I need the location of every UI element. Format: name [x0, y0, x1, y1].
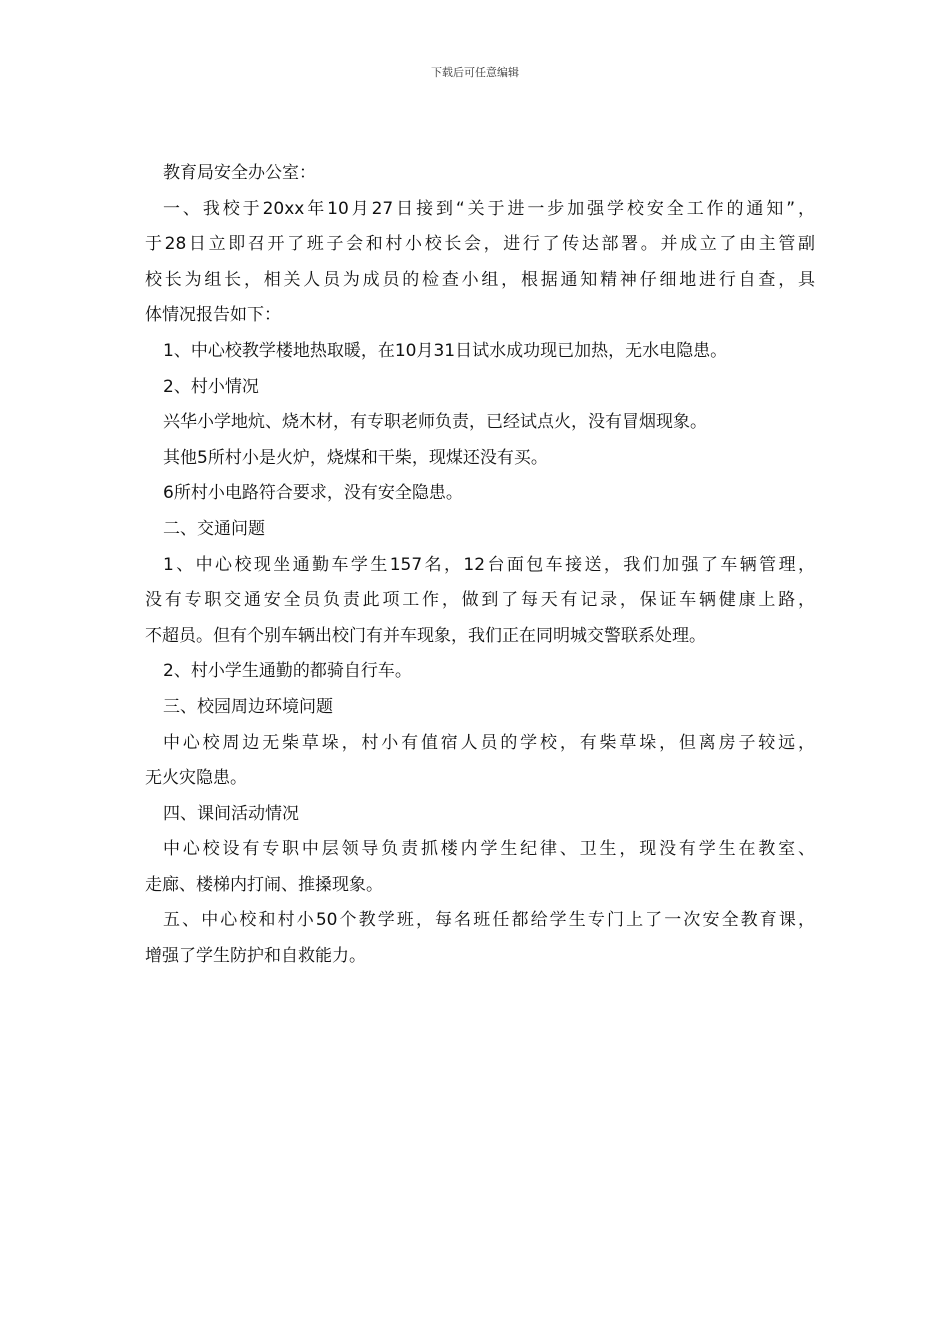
- section-heading: 三、校园周边环境问题: [163, 696, 333, 717]
- paragraph-line: 2、村小学生通勤的都骑自行车。: [163, 661, 412, 682]
- paragraph-line: 增强了学生防护和自救能力。: [145, 946, 366, 967]
- paragraph-line: 不超员。但有个别车辆出校门有并车现象，我们正在同明城交警联系处理。: [145, 625, 706, 646]
- paragraph-line: 中心校周边无柴草垛，村小有值宿人员的学校，有柴草垛，但离房子较远，: [163, 732, 815, 753]
- section-heading: 四、课间活动情况: [163, 803, 299, 824]
- page-header-note: 下载后可任意编辑: [431, 66, 519, 79]
- paragraph-line: 无火灾隐患。: [145, 768, 247, 789]
- salutation: 教育局安全办公室：: [163, 163, 316, 183]
- document-body: [145, 156, 815, 975]
- paragraph-line: 校长为组长，相关人员为成员的检查小组，根据通知精神仔细地进行自查，具: [145, 269, 815, 290]
- paragraph-line: 一、我校于20xx年10月27日接到“关于进一步加强学校安全工作的通知”，: [163, 198, 815, 219]
- paragraph-line: 五、中心校和村小50个教学班，每名班任都给学生专门上了一次安全教育课，: [163, 910, 815, 931]
- section-heading: 2、村小情况: [163, 376, 259, 397]
- paragraph-line: 走廊、楼梯内打闹、推搡现象。: [145, 874, 383, 895]
- paragraph-line: 中心校设有专职中层领导负责抓楼内学生纪律、卫生，现没有学生在教室、: [163, 839, 815, 860]
- paragraph-line: 兴华小学地炕、烧木材，有专职老师负责，已经试点火，没有冒烟现象。: [163, 412, 707, 433]
- paragraph-line: 其他5所村小是火炉，烧煤和干柴，现煤还没有买。: [163, 447, 548, 468]
- paragraph-line: 6所村小电路符合要求，没有安全隐患。: [163, 483, 463, 504]
- paragraph-line: 1、中心校现坐通勤车学生157名，12台面包车接送，我们加强了车辆管理，: [163, 554, 815, 575]
- paragraph-line: 没有专职交通安全员负责此项工作，做到了每天有记录，保证车辆健康上路，: [145, 590, 815, 611]
- paragraph-line: 于28日立即召开了班子会和村小校长会，进行了传达部署。并成立了由主管副: [145, 234, 815, 255]
- section-heading: 二、交通问题: [163, 518, 265, 539]
- paragraph-line: 体情况报告如下：: [145, 305, 281, 326]
- paragraph-line: 1、中心校教学楼地热取暖，在10月31日试水成功现已加热，无水电隐患。: [163, 340, 728, 361]
